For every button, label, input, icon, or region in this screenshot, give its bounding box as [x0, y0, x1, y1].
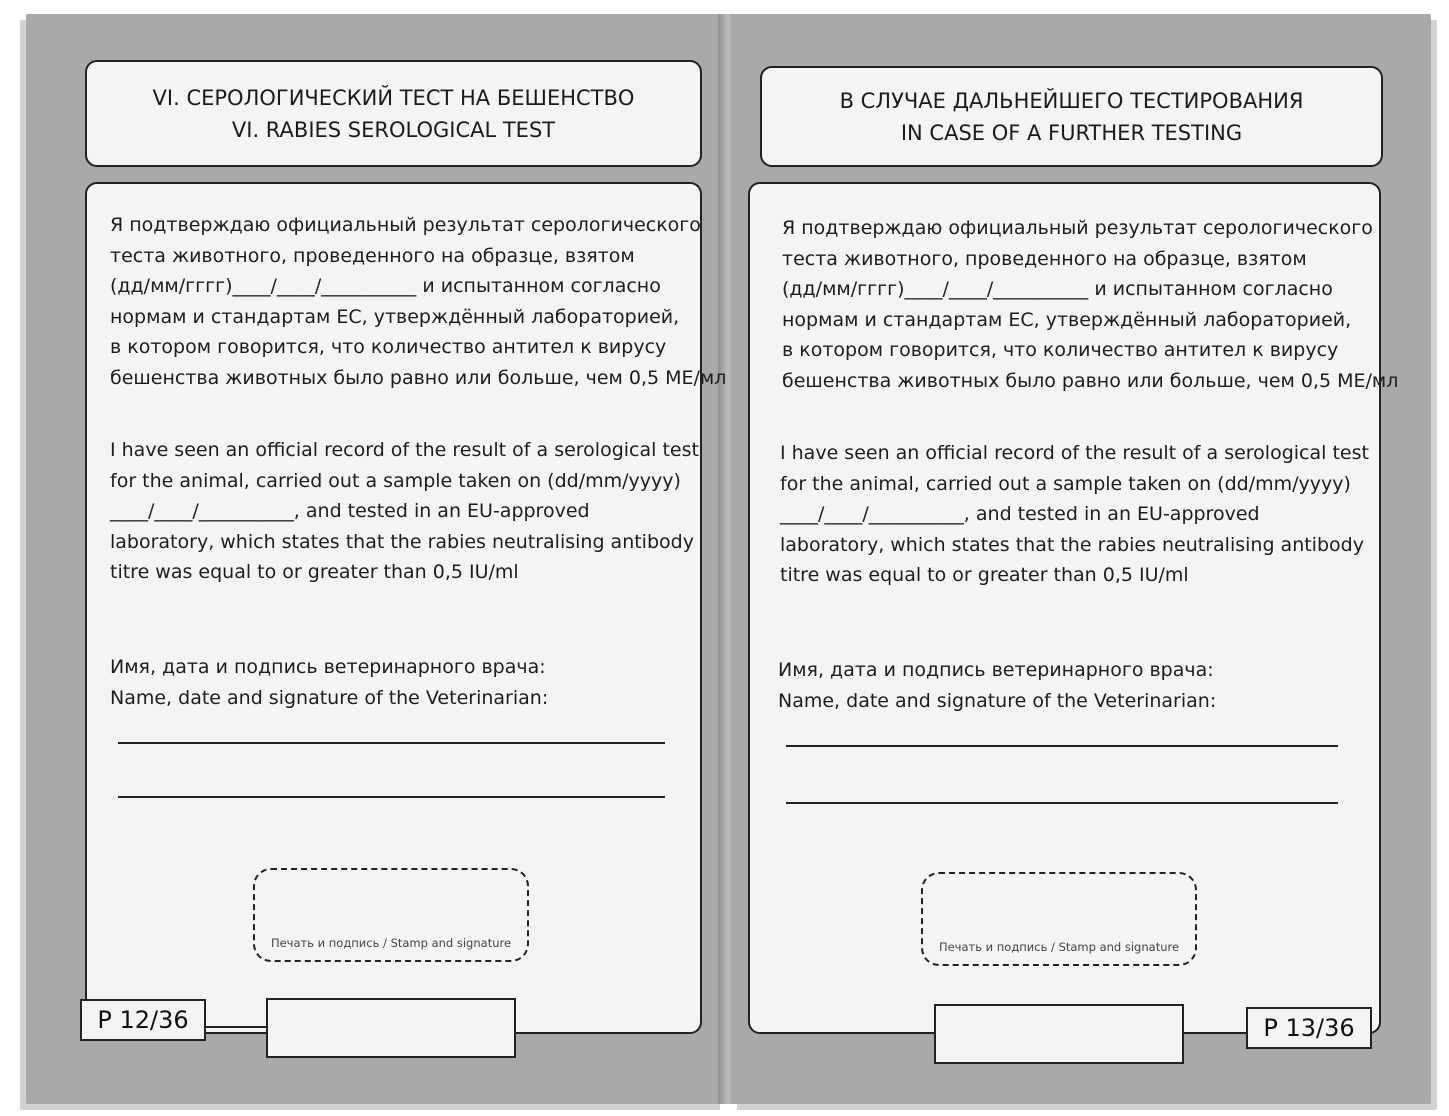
vet-label-en: Name, date and signature of the Veterinarian:	[110, 686, 549, 709]
left-title-box	[85, 60, 702, 167]
left-footer-rule	[205, 1026, 270, 1028]
vet-label-en: Name, date and signature of the Veterinarian:	[778, 689, 1217, 712]
text-line: for the animal, carried out a sample taken on (dd/mm/yyyy)	[110, 469, 681, 492]
text-line: ____/____/__________, and tested in an EU-approved	[110, 500, 590, 522]
text-line: теста животного, проведенного на образце, взятом	[110, 244, 635, 267]
text-line: I have seen an official record of the result of a serological test	[780, 442, 1369, 464]
text-line: нормам и стандартам ЕС, утверждённый лабораторией,	[782, 308, 1352, 331]
right-signature-line-1[interactable]	[786, 745, 1338, 747]
text-line: ____/____/__________, and tested in an EU-approved	[780, 503, 1260, 525]
right-vet-label	[778, 655, 1216, 716]
text-line: бешенства животных было равно или больше, чем 0,5 МЕ/мл	[782, 369, 1399, 392]
text-line: Я подтверждаю официальный результат серологического	[110, 214, 701, 236]
text-line: titre was equal to or greater than 0,5 IU/ml	[780, 564, 1189, 586]
text-line: laboratory, which states that the rabies neutralising antibody	[110, 530, 694, 553]
left-signature-line-1[interactable]	[118, 742, 665, 744]
left-stamp-area[interactable]	[253, 868, 529, 962]
left-footer-blank	[266, 998, 516, 1058]
left-signature-line-2[interactable]	[118, 796, 665, 798]
text-line: titre was equal to or greater than 0,5 IU/ml	[110, 561, 519, 583]
left-para-ru	[110, 210, 726, 393]
right-footer-rule	[1184, 1032, 1249, 1034]
text-line: (дд/мм/гггг)____/____/__________ и испытанном согласно	[110, 275, 661, 297]
right-title-en: IN CASE OF A FURTHER TESTING	[900, 120, 1243, 145]
left-page-number: P 12/36	[80, 999, 206, 1041]
text-line: в котором говорится, что количество антител к вирусу	[782, 339, 1339, 361]
text-line: (дд/мм/гггг)____/____/__________ и испытанном согласно	[782, 278, 1333, 300]
text-line: Я подтверждаю официальный результат серологического	[782, 217, 1373, 239]
stamp-label: Печать и подпись / Stamp and signature	[270, 936, 512, 950]
stamp-label: Печать и подпись / Stamp and signature	[938, 940, 1180, 954]
right-title-box	[760, 66, 1383, 167]
right-para-ru	[782, 213, 1398, 396]
left-title-en: VI. RABIES SEROLOGICAL TEST	[231, 117, 556, 142]
right-footer-blank	[934, 1004, 1184, 1064]
right-signature-line-2[interactable]	[786, 802, 1338, 804]
text-line: в котором говорится, что количество антител к вирусу	[110, 336, 667, 358]
text-line: for the animal, carried out a sample taken on (dd/mm/yyyy)	[780, 472, 1351, 495]
right-stamp-area[interactable]	[921, 872, 1197, 966]
right-para-en	[780, 438, 1369, 591]
right-page-number: P 13/36	[1246, 1007, 1372, 1049]
text-line: нормам и стандартам ЕС, утверждённый лабораторией,	[110, 305, 680, 328]
vet-label-ru: Имя, дата и подпись ветеринарного врача:	[778, 659, 1214, 681]
vet-label-ru: Имя, дата и подпись ветеринарного врача:	[110, 656, 546, 678]
text-line: теста животного, проведенного на образце, взятом	[782, 247, 1307, 270]
text-line: бешенства животных было равно или больше, чем 0,5 МЕ/мл	[110, 366, 727, 389]
left-vet-label	[110, 652, 548, 713]
left-para-en	[110, 435, 699, 588]
text-line: laboratory, which states that the rabies neutralising antibody	[780, 533, 1364, 556]
right-title-ru: В СЛУЧАЕ ДАЛЬНЕЙШЕГО ТЕСТИРОВАНИЯ	[839, 88, 1304, 113]
left-title-ru: VI. СЕРОЛОГИЧЕСКИЙ ТЕСТ НА БЕШЕНСТВО	[152, 85, 635, 110]
text-line: I have seen an official record of the result of a serological test	[110, 439, 699, 461]
